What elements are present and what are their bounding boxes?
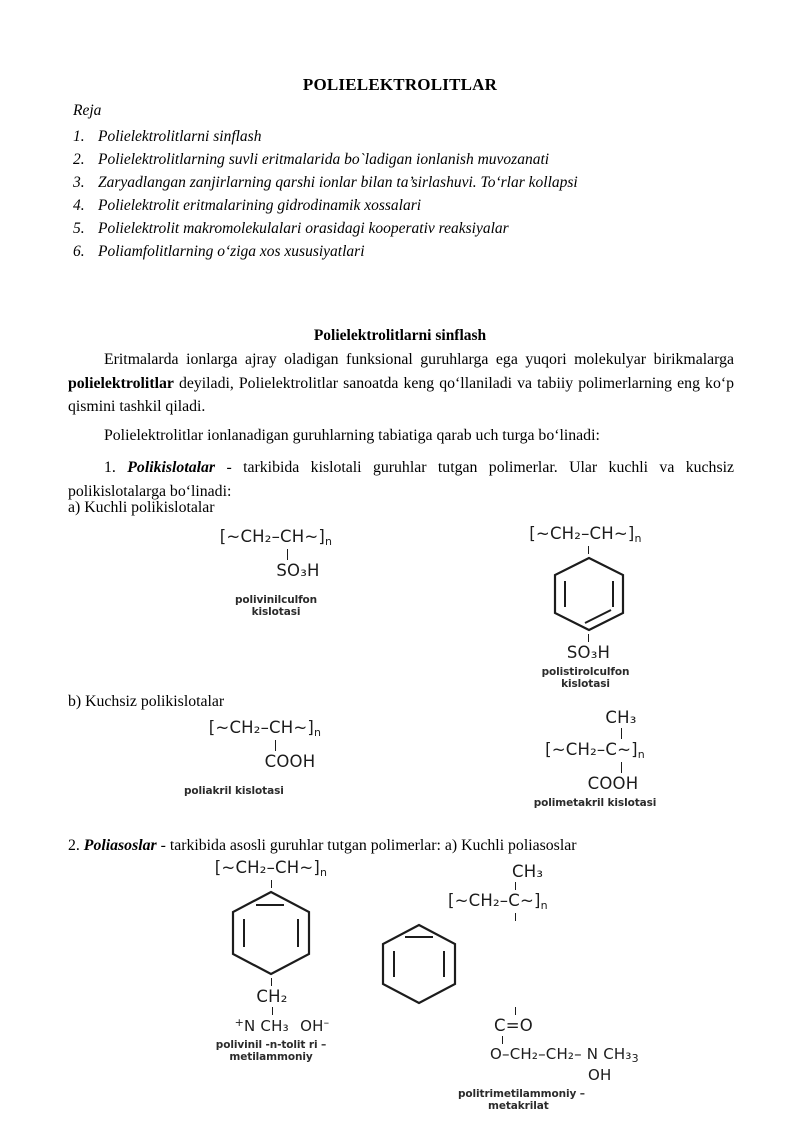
formula-backbone-text: [~CH₂–C~] <box>448 891 541 910</box>
bond-vertical <box>502 1036 503 1044</box>
bond-vertical <box>621 728 622 739</box>
list-item-number: 3. <box>73 174 85 191</box>
figure-caption-line1: polivinilculfon <box>234 593 318 606</box>
list-item-number: 6. <box>73 243 85 260</box>
formula-subscript-n: n <box>637 747 645 761</box>
figure-polistirolsulfon-kislotasi <box>498 524 673 691</box>
figure-polivinil-tolil-trimetilammoniy <box>176 858 366 1064</box>
paragraph-text: - tarkibida kislotali guruhlar tutgan polimerlar. Ular kuchli va kuchsiz polikislotalarga bo‘linadi: <box>68 459 735 500</box>
list-item-label: Polielektrolitlarning suvli eritmalarida bo`ladigan ionlanish muvozanati <box>98 151 550 168</box>
formula-subscript-n: n <box>325 534 333 548</box>
formula-subscript-n: n <box>320 865 328 879</box>
formula-backbone <box>438 891 688 912</box>
paragraph-three-types: Polielektrolitlar ionlanadigan guruhlarning tabiatiga qarab uch turga bo‘linadi: <box>104 427 600 444</box>
formula-pendant-group: COOH <box>264 751 316 771</box>
formula-backbone <box>500 740 690 761</box>
figure-caption <box>196 594 356 619</box>
formula-backbone-text: [~CH₂–CH~] <box>214 858 321 877</box>
benzene-ring-icon <box>228 889 314 977</box>
formula-subscript-n: n <box>634 531 642 545</box>
bond-vertical <box>588 634 589 642</box>
formula-backbone <box>498 524 673 545</box>
figure-caption-line1: polimetakril kislotasi <box>533 796 657 809</box>
figure-caption-line2: kislotasi <box>251 606 301 619</box>
figure-caption <box>180 785 350 798</box>
bond-vertical <box>272 1007 273 1015</box>
list-item-label: Polielektrolit eritmalarining gidrodinamik xossalari <box>98 197 422 214</box>
bond-vertical <box>621 762 622 773</box>
list-item <box>73 149 733 172</box>
formula-ammonium-text: N CH₃ OH <box>244 1016 324 1035</box>
bond-vertical <box>275 740 276 751</box>
formula-subscript-n: n <box>314 725 322 739</box>
formula-backbone-text: [~CH₂–CH~] <box>219 527 326 546</box>
formula-backbone-text: [~CH₂–CH~] <box>529 524 635 543</box>
formula-counter-ion: OH <box>588 1065 612 1084</box>
list-item-number: 2. <box>73 151 85 168</box>
formula-backbone-text: [~CH₂–C~] <box>545 740 638 759</box>
list-item-label: Zaryadlangan zanjirlarning qarshi ionlar bilan ta’sirlashuvi. To‘rlar kollapsi <box>98 174 578 191</box>
list-item <box>73 172 733 195</box>
formula-backbone <box>180 718 350 739</box>
benzene-ring-icon <box>379 922 459 1006</box>
bond-vertical <box>515 1007 516 1015</box>
charge-minus-sign: – <box>323 1015 330 1029</box>
reja-label: Reja <box>73 102 102 119</box>
figure-caption-line2: metakrilat <box>488 1100 549 1112</box>
term-polikislotalar: Polikislotalar <box>127 459 216 476</box>
list-item-number: 4. <box>73 197 85 214</box>
term-poliasoslar: Poliasoslar <box>83 837 157 854</box>
subheading-kuchli-polikislotalar: a) Kuchli polikislotalar <box>68 499 215 516</box>
charge-plus-sign: + <box>234 1015 245 1029</box>
item-number: 2. <box>68 837 84 854</box>
paragraph-text-a: Eritmalarda ionlarga ajray oladigan funksional guruhlarga ega yuqori molekulyar birikmalarga <box>104 351 734 368</box>
bond-vertical <box>271 978 272 986</box>
list-item-label: Polielektrolit makromolekulalari orasidagi kooperativ reaksiyalar <box>98 220 509 237</box>
figure-caption-line1: politrimetilammoniy – <box>458 1087 585 1100</box>
reja-list <box>73 126 733 264</box>
paragraph-poliasoslar <box>68 834 734 858</box>
formula-backbone <box>196 527 356 548</box>
list-item-number: 5. <box>73 220 85 237</box>
formula-pendant-group: SO₃H <box>276 560 320 580</box>
formula-top-group: CH₃ <box>512 862 544 881</box>
benzene-ring-icon <box>551 555 627 633</box>
formula-ester-chain <box>438 1045 688 1065</box>
paragraph-definition <box>68 348 734 419</box>
formula-pendant-group: SO₃H <box>566 642 611 662</box>
figure-caption-line1: polivinil -n-tolit ri – <box>215 1038 327 1051</box>
formula-top-group-text: CH₃ <box>605 708 637 727</box>
figure-caption <box>438 1088 688 1113</box>
list-item <box>73 241 733 264</box>
formula-ester-chain-text: O–CH₂–CH₂– N CH₃ <box>490 1044 632 1063</box>
formula-pendant-group: CH₂ <box>256 986 288 1006</box>
figure-caption-line1: poliakril kislotasi <box>184 784 284 797</box>
figure-caption-line2: metilammoniy <box>229 1051 313 1064</box>
list-item-label: Polielektrolitlarni sinflash <box>98 128 262 145</box>
figure-caption-line2: kislotasi <box>561 678 610 691</box>
bond-vertical <box>287 549 288 560</box>
formula-carbonyl-group: C=O <box>494 1015 533 1035</box>
formula-backbone-text: [~CH₂–CH~] <box>208 718 315 737</box>
bond-vertical <box>588 546 589 554</box>
list-item <box>73 218 733 241</box>
item-number: 1. <box>104 459 128 476</box>
list-item <box>73 195 733 218</box>
formula-top-group <box>552 708 690 727</box>
bond-vertical <box>271 880 272 888</box>
figure-poliakril-kislotasi <box>180 718 350 797</box>
figure-caption <box>500 797 690 810</box>
paragraph-text-b: deyiladi, Polielektrolitlar sanoatda keng qo‘llaniladi va tabiiy polimerlarning eng ko‘p qismini tashkil qiladi. <box>68 374 734 415</box>
list-item-label: Poliamfolitlarning o‘ziga xos xususiyatlari <box>98 243 365 260</box>
figure-polivinilsulfon-kislotasi <box>196 527 356 619</box>
figure-polimetakril-kislotasi <box>500 708 690 809</box>
formula-subscript-n: n <box>540 898 548 912</box>
bond-vertical <box>515 882 516 890</box>
term-polielektrolitlar: polielektrolitlar <box>68 374 174 392</box>
section-heading: Polielektrolitlarni sinflash <box>313 327 487 344</box>
formula-pendant-group: COOH <box>587 773 639 793</box>
bond-vertical <box>515 913 516 921</box>
figure-caption <box>498 666 673 691</box>
subheading-kuchsiz-polikislotalar: b) Kuchsiz polikislotalar <box>68 693 225 710</box>
formula-ammonium-group <box>198 1016 366 1035</box>
paragraph-text: - tarkibida asosli guruhlar tutgan polimerlar: a) Kuchli poliasoslar <box>156 837 577 854</box>
page-title: POLIELEKTROLITLAR <box>302 75 498 94</box>
formula-subscript-3: 3 <box>631 1051 639 1065</box>
formula-backbone <box>176 858 366 879</box>
figure-politrimetilammoniy-metakrilat <box>438 862 688 1113</box>
list-item <box>73 126 733 149</box>
list-item-number: 1. <box>73 128 85 145</box>
figure-caption-line1: polistirolculfon <box>541 665 630 678</box>
